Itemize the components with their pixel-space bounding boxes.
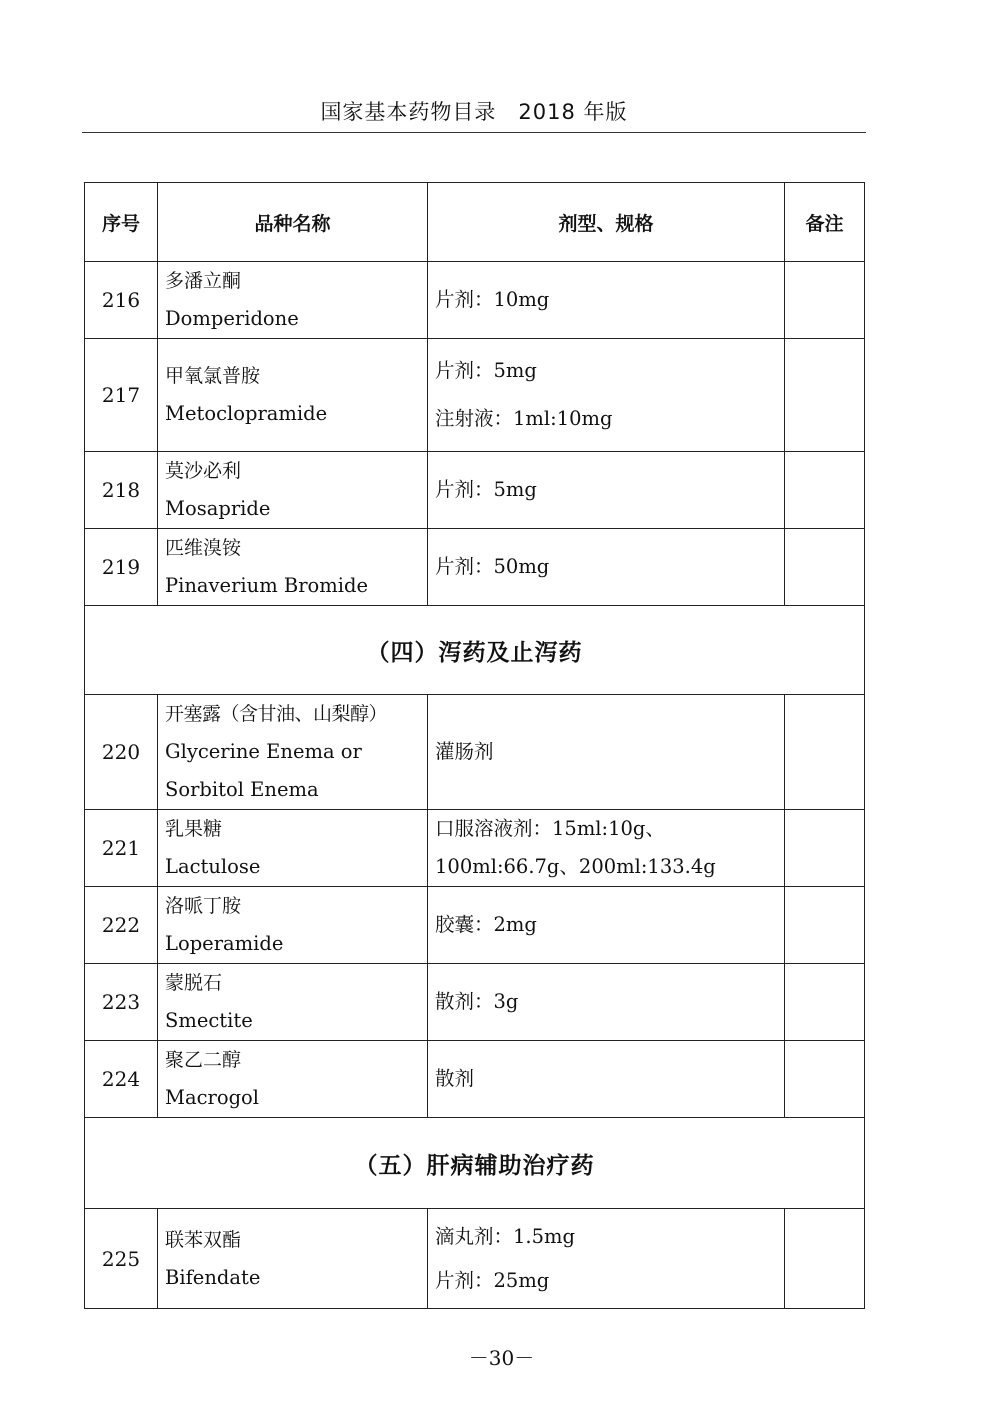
- row-name: [158, 1209, 428, 1309]
- table-row: [85, 964, 865, 1041]
- name-cn: 匹维溴铵: [165, 537, 242, 559]
- row-note: [785, 695, 865, 810]
- row-name: [158, 529, 428, 606]
- section-row: [85, 1118, 865, 1209]
- spec-line: 片剂：50mg: [435, 555, 550, 578]
- col-header-spec: 剂型、规格: [428, 183, 785, 262]
- row-note: [785, 529, 865, 606]
- row-spec: [428, 529, 785, 606]
- row-seq: 225: [85, 1209, 158, 1309]
- drug-table: [84, 182, 865, 1309]
- row-name: [158, 887, 428, 964]
- col-header-name: 品种名称: [158, 183, 428, 262]
- row-spec: [428, 1209, 785, 1309]
- spec-line: 散剂: [435, 1067, 475, 1090]
- name-en: Glycerine Enema or: [165, 740, 362, 763]
- name-en: Mosapride: [165, 497, 271, 520]
- section-title: （四）泻药及止泻药: [85, 606, 865, 695]
- name-en: Domperidone: [165, 307, 299, 330]
- spec-line: 胶囊：2mg: [435, 913, 537, 936]
- table-row: [85, 887, 865, 964]
- spec-line: 口服溶液剂：15ml:10g、: [435, 817, 665, 840]
- spec-line: 片剂：10mg: [435, 288, 550, 311]
- spec-line: 散剂：3g: [435, 990, 519, 1013]
- name-cn: 聚乙二醇: [165, 1049, 242, 1071]
- table-row: [85, 1041, 865, 1118]
- name-en: Macrogol: [165, 1086, 260, 1109]
- spec-line: 片剂：25mg: [435, 1268, 550, 1292]
- header-rule: [82, 132, 866, 133]
- name-en: Bifendate: [165, 1265, 261, 1289]
- row-seq: 217: [85, 339, 158, 452]
- page-number: －30－: [468, 1346, 535, 1370]
- table-row: [85, 262, 865, 339]
- row-name: [158, 810, 428, 887]
- name-cn: 多潘立酮: [165, 270, 242, 292]
- table-header-row: [85, 183, 865, 262]
- spec-line: 片剂：5mg: [435, 359, 537, 382]
- name-cn: 甲氧氯普胺: [165, 365, 261, 387]
- row-name: [158, 452, 428, 529]
- table-row: [85, 529, 865, 606]
- row-note: [785, 1209, 865, 1309]
- row-spec: [428, 1041, 785, 1118]
- page-header: 国家基本药物目录 2018 年版: [320, 100, 628, 124]
- spec-line: 滴丸剂：1.5mg: [435, 1224, 575, 1248]
- row-spec: [428, 452, 785, 529]
- row-name: [158, 339, 428, 452]
- table-row: [85, 339, 865, 452]
- row-spec: [428, 695, 785, 810]
- name-cn: 蒙脱石: [165, 972, 223, 994]
- section-title: （五）肝病辅助治疗药: [85, 1118, 865, 1209]
- row-name: [158, 964, 428, 1041]
- row-spec: [428, 810, 785, 887]
- row-note: [785, 339, 865, 452]
- name-en: Sorbitol Enema: [165, 778, 319, 801]
- row-seq: 223: [85, 964, 158, 1041]
- row-note: [785, 452, 865, 529]
- row-spec: [428, 262, 785, 339]
- row-seq: 221: [85, 810, 158, 887]
- row-name: [158, 695, 428, 810]
- row-name: [158, 262, 428, 339]
- spec-line: 灌肠剂: [435, 740, 494, 763]
- name-cn: 联苯双酯: [165, 1228, 242, 1251]
- row-seq: 220: [85, 695, 158, 810]
- section-row: [85, 606, 865, 695]
- row-spec: [428, 964, 785, 1041]
- name-en: Pinaverium Bromide: [165, 574, 369, 597]
- row-seq: 222: [85, 887, 158, 964]
- col-header-note: 备注: [785, 183, 865, 262]
- name-en: Smectite: [165, 1009, 253, 1032]
- name-en: Loperamide: [165, 932, 284, 955]
- spec-line: 注射液：1ml:10mg: [435, 407, 613, 430]
- spec-line: 片剂：5mg: [435, 478, 537, 501]
- row-seq: 218: [85, 452, 158, 529]
- row-note: [785, 887, 865, 964]
- name-cn: 乳果糖: [165, 818, 223, 840]
- row-name: [158, 1041, 428, 1118]
- name-cn: 开塞露（含甘油、山梨醇）: [165, 703, 388, 725]
- table-row: [85, 695, 865, 810]
- row-spec: [428, 339, 785, 452]
- row-note: [785, 262, 865, 339]
- row-note: [785, 1041, 865, 1118]
- row-seq: 219: [85, 529, 158, 606]
- spec-line: 100ml:66.7g、200ml:133.4g: [435, 855, 716, 878]
- row-note: [785, 964, 865, 1041]
- table-row: [85, 810, 865, 887]
- col-header-seq: 序号: [85, 183, 158, 262]
- table-row: [85, 1209, 865, 1309]
- name-cn: 洛哌丁胺: [165, 895, 242, 917]
- row-seq: 216: [85, 262, 158, 339]
- name-en: Metoclopramide: [165, 402, 328, 425]
- row-spec: [428, 887, 785, 964]
- name-cn: 莫沙必利: [165, 460, 242, 482]
- name-en: Lactulose: [165, 855, 261, 878]
- row-note: [785, 810, 865, 887]
- table-row: [85, 452, 865, 529]
- row-seq: 224: [85, 1041, 158, 1118]
